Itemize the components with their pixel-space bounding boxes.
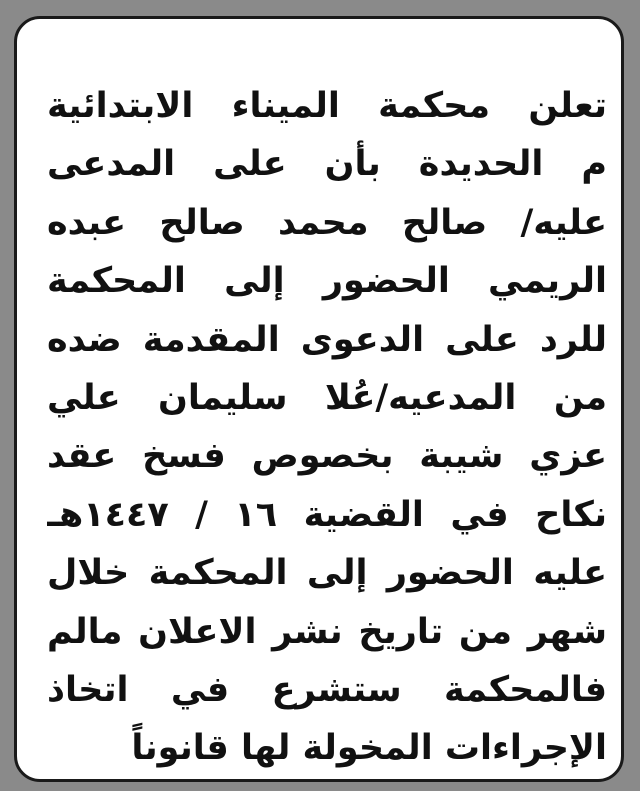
notice-line: فالمحكمة ستشرع في اتخاذ <box>47 669 607 710</box>
notice-text-body <box>47 77 607 778</box>
notice-line: من المدعيه/عُلا سليمان علي <box>47 377 607 418</box>
notice-line: عليه/ صالح محمد صالح عبده <box>47 202 607 243</box>
notice-line: الإجراءات المخولة لها قانوناً <box>131 728 607 769</box>
notice-line: عليه الحضور إلى المحكمة خلال <box>47 553 607 594</box>
notice-line: شهر من تاريخ نشر الاعلان مالم <box>47 611 607 652</box>
notice-card <box>14 16 624 782</box>
notice-line: عزي شيبة بخصوص فسخ عقد <box>47 436 607 477</box>
notice-line: تعلن محكمة الميناء الابتدائية <box>47 86 607 126</box>
notice-line: الريمي الحضور إلى المحكمة <box>47 261 607 302</box>
notice-line: نكاح في القضية ١٦ / ١٤٤٧هـ <box>47 494 607 535</box>
notice-line: م الحديدة بأن على المدعى <box>47 144 607 185</box>
notice-line: للرد على الدعوى المقدمة ضده <box>47 319 607 360</box>
